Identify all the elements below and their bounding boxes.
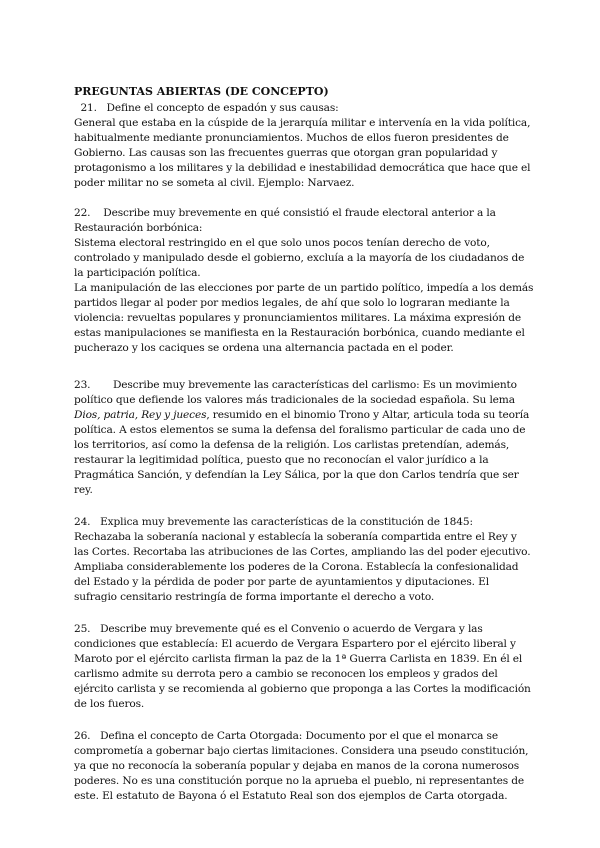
answer-text: Documento por el que el monarca se comprometía a gobernar bajo ciertas limitaciones. Considera una pseudo constitución, ya que no reconocía la soberanía popular y dejaba en manos de la corona numerosos poderes. No es una constitución porque no la aprueba el pueblo, ni representantes de este. El estatuto de Bayona ó el Estatuto Real son dos ejemplos de Carta otorgada.	[74, 730, 529, 802]
question-26	[74, 729, 534, 804]
document-body	[74, 84, 534, 804]
question-25	[74, 622, 534, 712]
question-block-21	[74, 101, 534, 191]
answer-text: Sistema electoral restringido en el que solo unos pocos tenían derecho de voto, controlado y manipulado desde el gobierno, excluía a la mayoría de los ciudadanos de la participación política.	[74, 237, 525, 279]
question-text: Describe muy brevemente qué es el Convenio o acuerdo de Vergara y las condiciones que establecía:	[74, 623, 483, 650]
question-24	[74, 515, 534, 530]
question-21	[74, 101, 534, 116]
section-heading: PREGUNTAS ABIERTAS (DE CONCEPTO)	[74, 85, 329, 98]
question-block-25	[74, 622, 534, 712]
question-text: Defina el concepto de Carta Otorgada:	[100, 730, 303, 742]
question-text: Describe muy brevemente las características del carlismo:	[112, 379, 420, 391]
question-22	[74, 206, 534, 236]
question-text: Describe muy brevemente en qué consistió el fraude electoral anterior a la Restauración borbónica:	[74, 207, 496, 234]
question-block-26	[74, 729, 534, 804]
answer-text: General que estaba en la cúspide de la jerarquía militar e intervenía en la vida política, habitualmente mediante pronunciamientos. Muchos de ellos fueron presidentes de Gobierno. Las causas son las frecuentes guerras que otorgan gran popularidad y protagonismo a los militares y la debilidad e inestabilidad democrática que hace que el poder militar no se someta al civil. Ejemplo: Narvaez.	[74, 117, 531, 189]
question-block-24	[74, 515, 534, 605]
question-number: 25.	[74, 623, 91, 635]
question-block-22	[74, 206, 534, 356]
answer-text-continued: La manipulación de las elecciones por parte de un partido político, impedía a los demás partidos llegar al poder por medios legales, de ahí que solo lo lograran mediante la violencia: revueltas populares y pronunciamientos militares. La máxima expresión de estas manipulaciones se manifiesta en la Restauración borbónica, cuando mediante el pucherazo y los caciques se ordena una alternancia pactada en el poder.	[74, 282, 534, 354]
question-text: Define el concepto de espadón y sus causas:	[106, 102, 339, 114]
answer-text: El acuerdo de Vergara Espartero por el ejército liberal y Maroto por el ejército carlista firman la paz de la 1ª Guerra Carlista en 1839. En él el carlismo admite su derrota pero a cambio se reconocen los empleos y grados del ejército carlista y se recomienda al gobierno que proponga a las Cortes la modificación de los fueros.	[74, 638, 531, 710]
question-number: 21.	[80, 102, 97, 114]
answer-text: Rechazaba la soberanía nacional y establecía la soberanía compartida entre el Rey y las Cortes. Recortaba las atribuciones de las Cortes, ampliando las del poder ejecutivo. Ampliaba considerablemente los poderes de la Corona. Establecía la confesionalidad del Estado y la pérdida de poder por parte de ayuntamientos y diputaciones. El sufragio censitario restringía de forma importante el derecho a voto.	[74, 531, 531, 603]
question-text: Explica muy brevemente las características de la constitución de 1845:	[100, 516, 473, 528]
question-number: 26.	[74, 730, 91, 742]
answer-text-continued: , resumido en el binomio Trono y Altar, articula toda su teoría política. A estos elementos se suma la defensa del foralismo particular de cada uno de los territorios, así como la defensa de la religión. Los carlistas pretendían, además, restaurar la legitimidad política, puesto que no reconocían el valor jurídico a la Pragmática Sanción, y defendían la Ley Sálica, por la que don Carlos tendría que ser rey.	[74, 409, 530, 496]
carlist-motto: Dios, patria, Rey y jueces	[74, 409, 207, 421]
answer-text: Es un movimiento político que defiende los valores más tradicionales de la sociedad española. Su lema	[74, 379, 517, 406]
question-block-23	[74, 378, 534, 498]
question-number: 24.	[74, 516, 91, 528]
question-23	[74, 378, 534, 498]
question-number: 23.	[74, 379, 91, 391]
question-number: 22.	[74, 207, 91, 219]
